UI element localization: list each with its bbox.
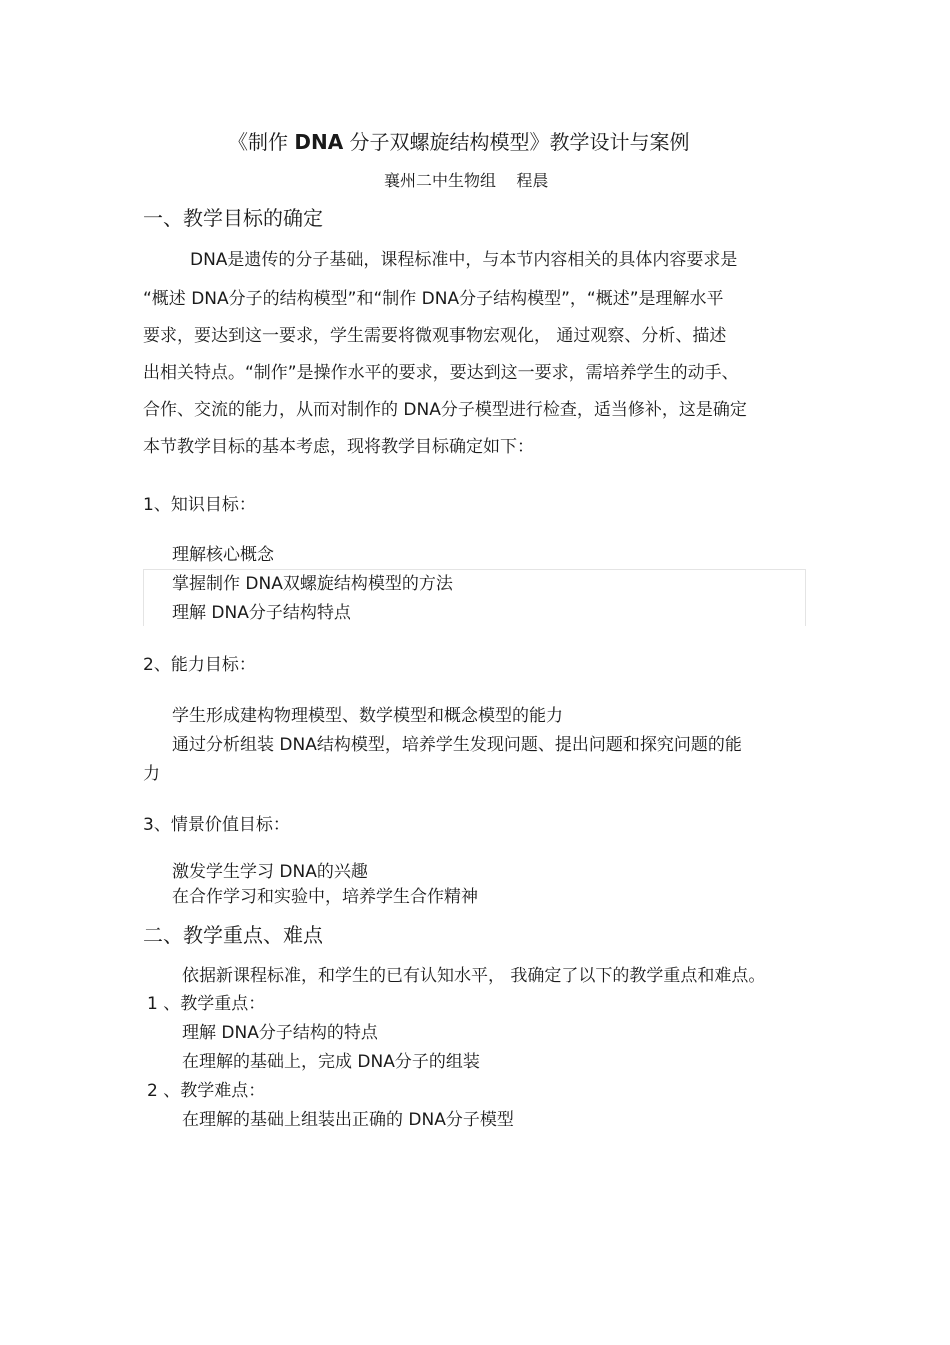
section2-intro: 依据新课程标准，和学生的已有认知水平， 我确定了以下的教学重点和难点。: [182, 966, 766, 986]
value-goal-item: 激发学生学习 DNA的兴趣: [172, 862, 368, 882]
author-name: 程晨: [516, 171, 549, 190]
knowledge-goal-item: 掌握制作 DNA双螺旋结构模型的方法: [172, 574, 453, 594]
ability-goal-item: 学生形成建构物理模型、数学模型和概念模型的能力: [172, 706, 563, 726]
value-goals-heading: 3、情景价值目标：: [143, 815, 290, 835]
section1-paragraph-line: 合作、交流的能力，从而对制作的 DNA分子模型进行检查，适当修补，这是确定: [143, 400, 747, 420]
author-line: [384, 170, 548, 192]
author-org: 襄州二中生物组: [384, 171, 497, 190]
section1-heading: 一、教学目标的确定: [143, 206, 323, 230]
knowledge-goal-item: 理解核心概念: [172, 545, 274, 565]
section1-paragraph-line: 本节教学目标的基本考虑，现将教学目标确定如下：: [143, 437, 534, 457]
document-title: 《制作 DNA 分子双螺旋结构模型》教学设计与案例: [228, 130, 690, 154]
value-goal-item: 在合作学习和实验中，培养学生合作精神: [172, 887, 478, 907]
section1-paragraph-line: DNA是遗传的分子基础，课程标准中，与本节内容相关的具体内容要求是: [190, 250, 738, 270]
section1-paragraph-line: 出相关特点。“制作”是操作水平的要求，要达到这一要求，需培养学生的动手、: [143, 363, 739, 383]
key-points-heading: 1 、教学重点：: [147, 994, 266, 1014]
difficult-point-item: 在理解的基础上组装出正确的 DNA分子模型: [182, 1110, 514, 1130]
ability-goal-item-continued: 力: [143, 764, 160, 784]
key-point-item: 在理解的基础上，完成 DNA分子的组装: [182, 1052, 480, 1072]
section1-paragraph-line: “概述 DNA分子的结构模型”和“制作 DNA分子结构模型”，“概述”是理解水平: [143, 289, 724, 309]
key-point-item: 理解 DNA分子结构的特点: [182, 1023, 378, 1043]
section2-heading: 二、教学重点、难点: [143, 923, 323, 947]
knowledge-goals-heading: 1、知识目标：: [143, 495, 256, 515]
ability-goals-heading: 2、能力目标：: [143, 655, 256, 675]
ability-goal-item: 通过分析组装 DNA结构模型，培养学生发现问题、提出问题和探究问题的能: [172, 735, 742, 755]
difficult-points-heading: 2 、教学难点：: [147, 1081, 266, 1101]
section1-paragraph-line: 要求，要达到这一要求，学生需要将微观事物宏观化， 通过观察、分析、描述: [143, 326, 727, 346]
knowledge-goal-item: 理解 DNA分子结构特点: [172, 603, 351, 623]
title-dna: DNA: [294, 130, 344, 154]
